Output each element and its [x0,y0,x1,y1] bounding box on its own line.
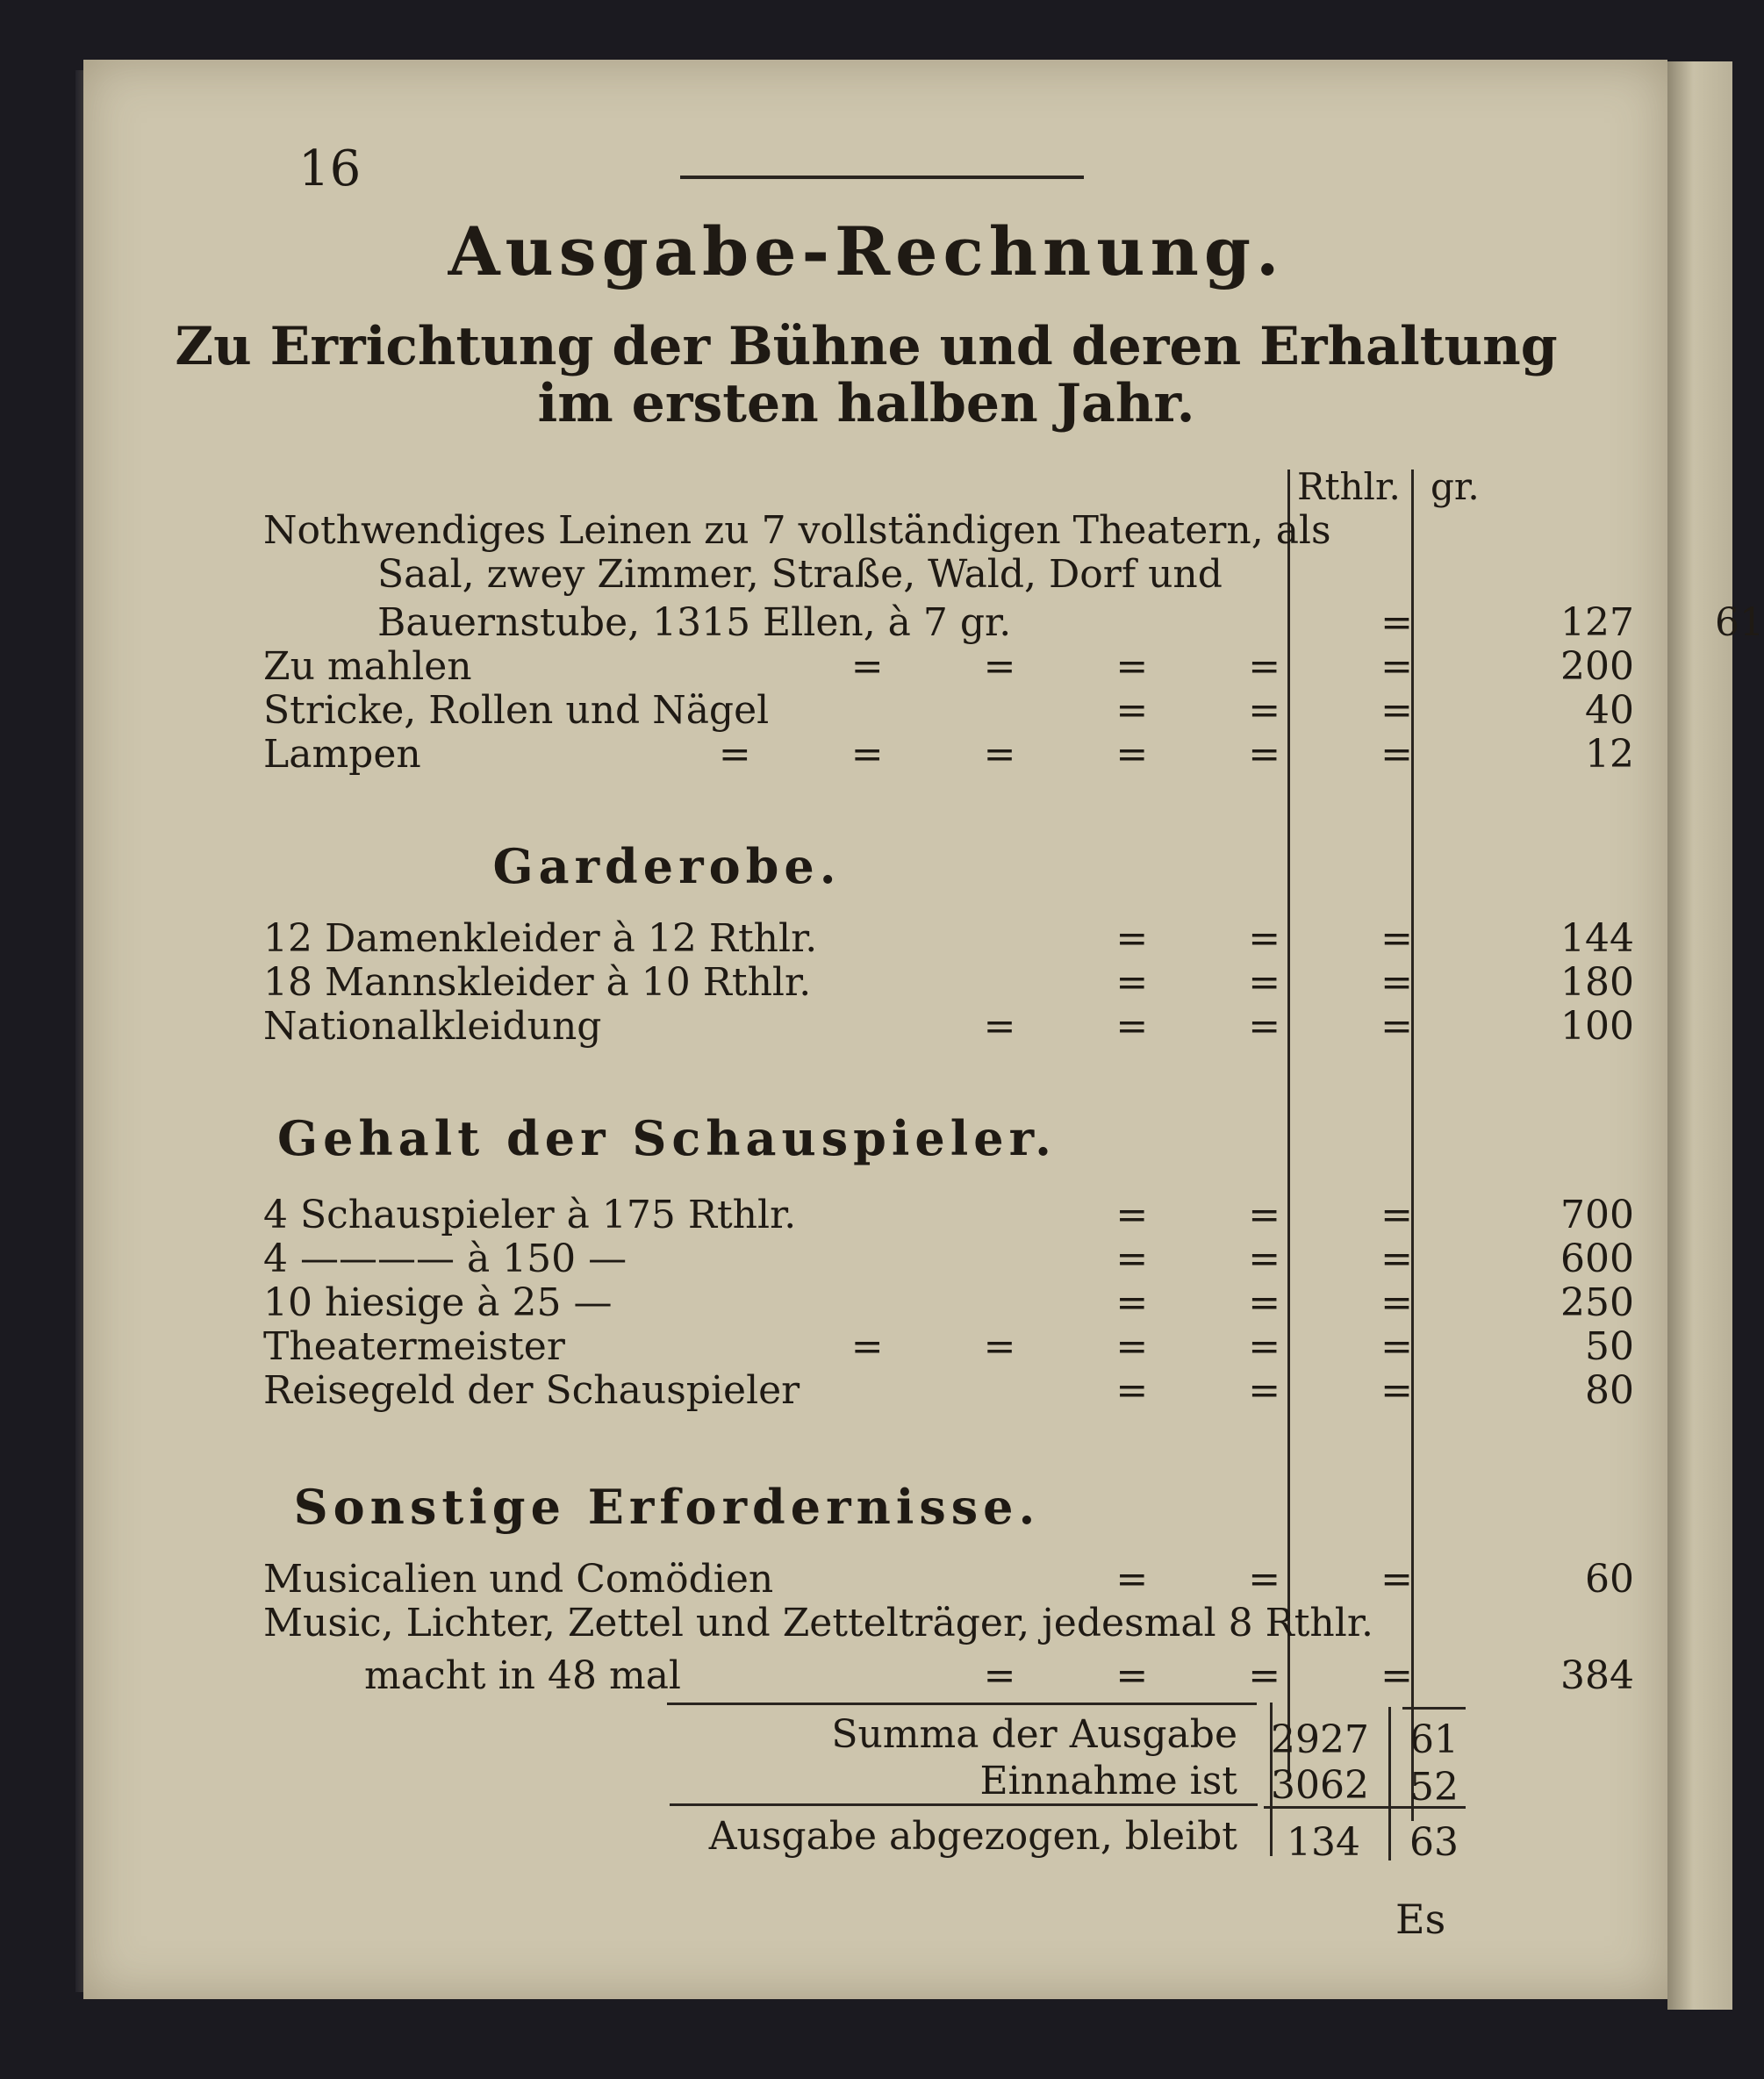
einnahme-label: Einnahme ist [979,1759,1237,1803]
table-row [263,1324,1634,1369]
section-heading: Garderobe. [492,838,842,894]
amount-gr: 61 [1715,600,1764,645]
ditto-marks: = = = [1115,1193,1413,1237]
ditto-marks: = = = [1115,1368,1413,1413]
table-row [263,732,1634,777]
table-row [263,1280,1634,1325]
subtitle-line-2: im ersten halben Jahr. [537,373,1195,434]
amount-rthlr: 384 [1560,1653,1634,1698]
column-header-rthlr: Rthlr. [1297,465,1401,508]
table-row [263,1653,1634,1698]
summa-gr: 61 [1409,1717,1459,1762]
einnahme-gr: 52 [1409,1765,1459,1810]
amount-rthlr: 600 [1560,1237,1634,1281]
item-label: Reisegeld der Schauspieler [263,1368,800,1413]
table-row [263,1602,1474,1645]
item-label-continued: Bauernstube, 1315 Ellen, à 7 gr. [377,600,1012,645]
item-label: Zu mahlen [263,644,472,689]
ditto-marks: = = = [1115,916,1413,961]
amount-rthlr: 700 [1560,1193,1634,1237]
ditto-marks: = = = [1115,1280,1413,1325]
amount-rthlr: 144 [1560,916,1634,961]
item-label: Musicalien und Comödien [263,1557,774,1602]
subtitle-line-1: Zu Errichtung der Bühne und deren Erhaltung [175,316,1558,377]
ditto-marks: = = = = = = [718,732,1413,777]
ditto-marks: = = = = = [850,644,1413,689]
summa-label: Summa der Ausgabe [831,1712,1237,1757]
sum-rule [667,1703,1257,1705]
ditto-marks: = [1380,600,1413,645]
table-row [263,600,1764,645]
table-row [263,960,1634,1005]
bleibt-label: Ausgabe abgezogen, bleibt [708,1814,1237,1859]
total-rule-middle [1388,1707,1391,1860]
table-row [263,688,1634,733]
item-label-continued: macht in 48 mal [364,1653,682,1698]
catchword: Es [1395,1896,1446,1943]
einnahme-rthlr: 3062 [1271,1763,1369,1808]
ditto-marks: = = = [1115,1237,1413,1281]
item-label: Lampen [263,732,421,777]
amount-rthlr: 40 [1585,688,1634,733]
section-heading: Sonstige Erfordernisse. [293,1479,1041,1535]
page-title: Ausgabe-Rechnung. [448,212,1285,290]
amount-rthlr: 50 [1585,1324,1634,1369]
column-header-gr: gr. [1431,465,1480,508]
page-number: 16 [298,140,362,197]
item-label: Nationalkleidung [263,1004,602,1049]
amount-rthlr: 250 [1560,1280,1634,1325]
item-label: Music, Lichter, Zettel und Zettelträger, jedesmal 8 Rthlr. [263,1601,1373,1645]
item-label-continued: Saal, zwey Zimmer, Straße, Wald, Dorf und [377,552,1223,597]
item-label: 10 hiesige à 25 — [263,1280,613,1325]
item-label: Theatermeister [263,1324,565,1369]
amount-rthlr: 100 [1560,1004,1634,1049]
ditto-marks: = = = [1115,960,1413,1005]
item-label: 4 Schauspieler à 175 Rthlr. [263,1193,797,1237]
item-label: 12 Damenkleider à 12 Rthlr. [263,916,818,961]
summa-rthlr: 2927 [1271,1717,1369,1762]
amount-rthlr: 180 [1560,960,1634,1005]
bleibt-gr: 63 [1409,1820,1459,1865]
table-row [263,644,1634,689]
table-row [263,1237,1634,1281]
ditto-marks: = = = [1115,688,1413,733]
bleibt-rthlr: 134 [1287,1820,1360,1865]
amount-rthlr: 12 [1585,732,1634,777]
item-label: Nothwendiges Leinen zu 7 vollständigen Theatern, als [263,508,1331,553]
table-row [263,509,1474,553]
header-rule [680,176,1084,179]
amount-rthlr: 127 [1560,600,1634,645]
item-label: 18 Mannskleider à 10 Rthlr. [263,960,812,1005]
amount-rthlr: 200 [1560,644,1634,689]
item-label: 4 ———— à 150 — [263,1237,627,1281]
sum-rule [670,1803,1258,1806]
table-row [263,1368,1634,1413]
ditto-marks: = = = = [983,1004,1413,1049]
table-row [263,553,1474,597]
item-label: Stricke, Rollen und Nägel [263,688,770,733]
table-row [263,1193,1634,1237]
sum-rule-gr [1402,1707,1466,1710]
ditto-marks: = = = [1115,1557,1413,1602]
table-row [263,1557,1634,1602]
amount-rthlr: 60 [1585,1557,1634,1602]
section-heading: Gehalt der Schauspieler. [277,1110,1057,1166]
ditto-marks: = = = = = [850,1324,1413,1369]
ditto-marks: = = = = [983,1653,1413,1698]
table-row [263,916,1634,961]
amount-rthlr: 80 [1585,1368,1634,1413]
table-row [263,1004,1634,1049]
